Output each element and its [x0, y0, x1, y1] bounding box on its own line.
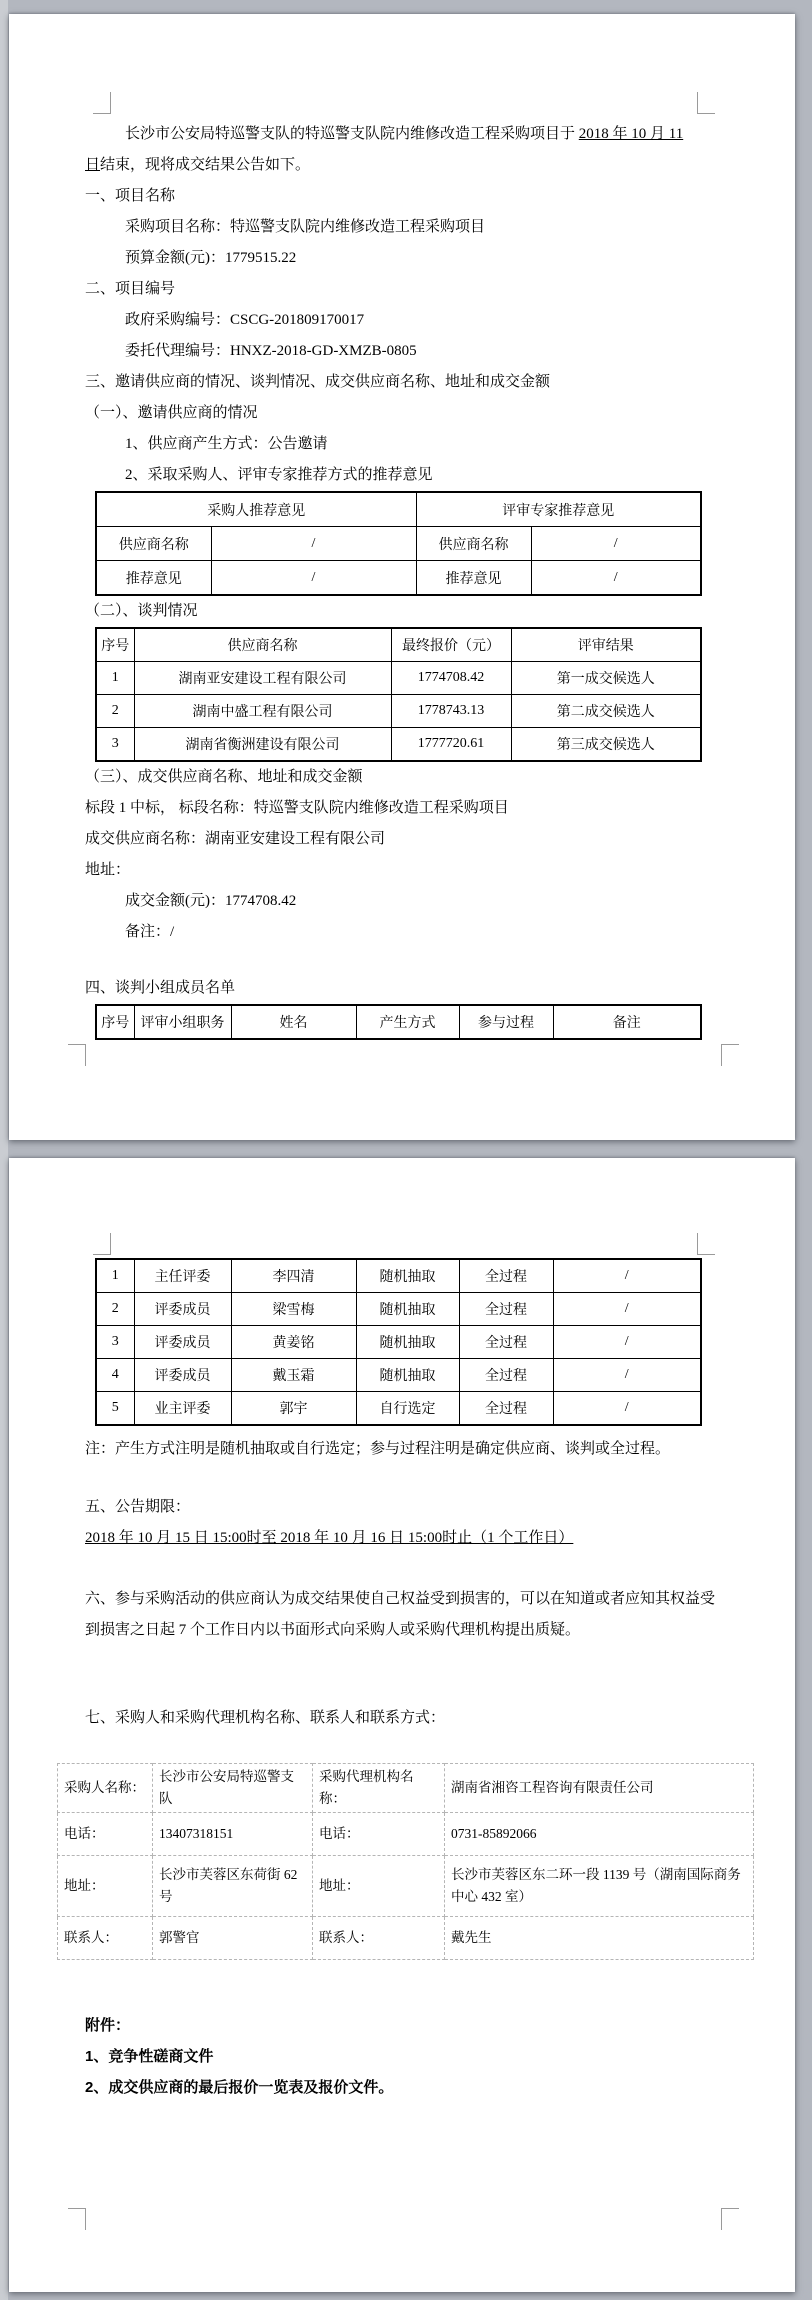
table-cell: 2	[96, 695, 134, 728]
table-cell: 1778743.13	[391, 695, 511, 728]
intro-text-2: 结束，现将成交结果公告如下。	[100, 157, 311, 173]
table-cell: 1	[96, 662, 134, 695]
sub-1-heading: （一）、邀请供应商的情况	[85, 405, 258, 421]
table-cell: 全过程	[459, 1259, 553, 1293]
agency-code-line: 委托代理编号：HNXZ-2018-GD-XMZB-0805	[125, 343, 417, 359]
table-row	[96, 1259, 701, 1293]
table-cell: 郭宇	[231, 1392, 356, 1426]
table-row	[58, 1764, 754, 1813]
table-cell: 联系人：	[313, 1917, 445, 1960]
project-name-line: 采购项目名称：特巡警支队院内维修改造工程采购项目	[125, 219, 486, 235]
negotiation-table	[95, 627, 702, 762]
margin-mark-bottom-left	[68, 2208, 86, 2230]
table-cell: 长沙市芙蓉区东二环一段 1139 号（湖南国际商务中心 432 室）	[445, 1856, 754, 1917]
header-cell: 采购人推荐意见	[96, 492, 416, 527]
table-row	[96, 1005, 701, 1039]
table-cell: /	[553, 1293, 701, 1326]
committee-table-header	[95, 1004, 702, 1040]
page-2-content	[64, 1158, 741, 2103]
table-cell: 评委成员	[134, 1293, 231, 1326]
window-edge	[0, 0, 8, 2300]
table-cell: 湖南省衡洲建设有限公司	[134, 728, 391, 762]
margin-mark-bottom-right	[721, 1044, 739, 1066]
sub-3-heading: （三）、成交供应商名称、地址和成交金额	[85, 769, 363, 785]
margin-mark-bottom-right	[721, 2208, 739, 2230]
table-cell: 自行选定	[356, 1392, 459, 1426]
header-cell: 备注	[553, 1005, 701, 1039]
table-row	[96, 561, 701, 596]
table-cell: /	[553, 1359, 701, 1392]
margin-mark-bottom-left	[68, 1044, 86, 1066]
table-cell: 评委成员	[134, 1326, 231, 1359]
table-cell: 电话：	[313, 1813, 445, 1856]
table-row	[96, 527, 701, 561]
table-row	[96, 1293, 701, 1326]
page-1	[9, 14, 795, 1140]
table-cell: 湖南省湘咨工程咨询有限责任公司	[445, 1764, 754, 1813]
table-cell: 13407318151	[153, 1813, 313, 1856]
table-cell: /	[531, 561, 701, 596]
period-underlined: 2018 年 10 月 15 日 15:00时至 2018 年 10 月 16 日 15:00时止（1 个工作日）	[85, 1530, 574, 1546]
contact-table	[57, 1763, 754, 1960]
attachments-heading: 附件：	[85, 2017, 131, 2034]
header-cell: 序号	[96, 1005, 134, 1039]
table-cell: 1774708.42	[391, 662, 511, 695]
table-cell: /	[553, 1259, 701, 1293]
table-cell: /	[553, 1326, 701, 1359]
gov-procurement-code-line: 政府采购编号：CSCG-201809170017	[125, 312, 365, 328]
table-cell: 全过程	[459, 1326, 553, 1359]
section-1-heading: 一、项目名称	[85, 188, 176, 204]
table-cell: 随机抽取	[356, 1326, 459, 1359]
intro-day-underlined: 日	[85, 157, 101, 173]
table-cell: 第一成交候选人	[511, 662, 701, 695]
table-cell: 0731-85892066	[445, 1813, 754, 1856]
table-cell: 5	[96, 1392, 134, 1426]
table-cell: 长沙市芙蓉区东荷街 62 号	[153, 1856, 313, 1917]
table-cell: 采购人名称：	[58, 1764, 153, 1813]
table-cell: 1777720.61	[391, 728, 511, 762]
header-cell: 评审结果	[511, 628, 701, 662]
table-cell: 3	[96, 728, 134, 762]
table-cell: 推荐意见	[416, 561, 531, 596]
table-cell: 湖南亚安建设工程有限公司	[134, 662, 391, 695]
table-cell: 电话：	[58, 1813, 153, 1856]
intro-text: 长沙市公安局特巡警支队的特巡警支队院内维修改造工程采购项目于	[125, 126, 579, 142]
table-cell: 湖南中盛工程有限公司	[134, 695, 391, 728]
deal-amount-line: 成交金额(元)：1774708.42	[125, 893, 297, 909]
section-4-heading: 四、谈判小组成员名单	[85, 980, 236, 996]
header-cell: 参与过程	[459, 1005, 553, 1039]
table-cell: 供应商名称	[416, 527, 531, 561]
table-cell: 随机抽取	[356, 1259, 459, 1293]
table-cell: 随机抽取	[356, 1293, 459, 1326]
header-cell: 供应商名称	[134, 628, 391, 662]
table-cell: /	[211, 561, 416, 596]
table-cell: 3	[96, 1326, 134, 1359]
table-row	[96, 728, 701, 762]
header-cell: 评审小组职务	[134, 1005, 231, 1039]
table-row	[58, 1856, 754, 1917]
intro-date-underlined: 2018 年 10 月 11	[578, 126, 684, 142]
table-cell: /	[531, 527, 701, 561]
section-7-heading: 七、采购人和采购代理机构名称、联系人和联系方式：	[85, 1710, 446, 1726]
table-row	[96, 628, 701, 662]
table-cell: 第三成交候选人	[511, 728, 701, 762]
table-cell: 戴玉霜	[231, 1359, 356, 1392]
table-cell: 梁雪梅	[231, 1293, 356, 1326]
table-row	[96, 492, 701, 527]
table-cell: 地址：	[58, 1856, 153, 1917]
table-cell: 戴先生	[445, 1917, 754, 1960]
committee-table	[95, 1258, 702, 1426]
table-cell: 主任评委	[134, 1259, 231, 1293]
recommend-table	[95, 491, 702, 596]
intro-paragraph	[85, 119, 725, 181]
table-cell: 郭警官	[153, 1917, 313, 1960]
attachment-item-1: 1、竞争性磋商文件	[85, 2048, 214, 2065]
header-cell: 产生方式	[356, 1005, 459, 1039]
attachment-item-2: 2、成交供应商的最后报价一览表及报价文件。	[85, 2079, 394, 2096]
table-row	[96, 662, 701, 695]
table-cell: 业主评委	[134, 1392, 231, 1426]
winner-name-line: 成交供应商名称：湖南亚安建设工程有限公司	[85, 831, 386, 847]
table-row	[96, 1359, 701, 1392]
table-row	[96, 1326, 701, 1359]
table-cell: 李四清	[231, 1259, 356, 1293]
page-1-content	[85, 14, 725, 1040]
supplier-method-line: 1、供应商产生方式：公告邀请	[125, 436, 328, 452]
table-row	[96, 1392, 701, 1426]
table-cell: /	[211, 527, 416, 561]
header-cell: 序号	[96, 628, 134, 662]
table-cell: 全过程	[459, 1293, 553, 1326]
table-row	[96, 695, 701, 728]
section-2-heading: 二、项目编号	[85, 281, 176, 297]
table-cell: 推荐意见	[96, 561, 211, 596]
table-cell: 地址：	[313, 1856, 445, 1917]
table-cell: 全过程	[459, 1359, 553, 1392]
header-cell: 最终报价（元）	[391, 628, 511, 662]
recommend-method-line: 2、采取采购人、评审专家推荐方式的推荐意见	[125, 467, 433, 483]
table-cell: 全过程	[459, 1392, 553, 1426]
section-5-heading: 五、公告期限：	[85, 1499, 191, 1515]
table-row	[58, 1917, 754, 1960]
section-3-heading: 三、邀请供应商的情况、谈判情况、成交供应商名称、地址和成交金额	[85, 374, 551, 390]
table-cell: 2	[96, 1293, 134, 1326]
table-cell: 联系人：	[58, 1917, 153, 1960]
table-cell: 黄姜铭	[231, 1326, 356, 1359]
intro-line-1	[85, 119, 725, 150]
table-row	[58, 1813, 754, 1856]
header-cell: 评审专家推荐意见	[416, 492, 701, 527]
note-line: 注：产生方式注明是随机抽取或自行选定；参与过程注明是确定供应商、谈判或全过程。	[85, 1441, 671, 1457]
table-cell: 长沙市公安局特巡警支队	[153, 1764, 313, 1813]
table-cell: /	[553, 1392, 701, 1426]
page-2	[9, 1158, 795, 2292]
bid-result-line: 标段 1 中标， 标段名称：特巡警支队院内维修改造工程采购项目	[85, 800, 509, 816]
budget-line: 预算金额(元)：1779515.22	[125, 250, 297, 266]
intro-line-2	[85, 150, 725, 181]
sub-2-heading: （二）、谈判情况	[85, 603, 198, 619]
header-cell: 姓名	[231, 1005, 356, 1039]
table-cell: 评委成员	[134, 1359, 231, 1392]
announcement-period-line	[85, 1523, 725, 1554]
table-cell: 随机抽取	[356, 1359, 459, 1392]
table-cell: 第二成交候选人	[511, 695, 701, 728]
section-6-paragraph: 六、参与采购活动的供应商认为成交结果使自己权益受到损害的，可以在知道或者应知其权益受到损害之日起 7 个工作日内以书面形式向采购人或采购代理机构提出质疑。	[85, 1591, 716, 1638]
table-cell: 采购代理机构名称：	[313, 1764, 445, 1813]
winner-address-line: 地址：	[85, 862, 131, 878]
table-cell: 供应商名称	[96, 527, 211, 561]
table-cell: 1	[96, 1259, 134, 1293]
table-cell: 4	[96, 1359, 134, 1392]
remark-line: 备注：/	[125, 924, 175, 940]
